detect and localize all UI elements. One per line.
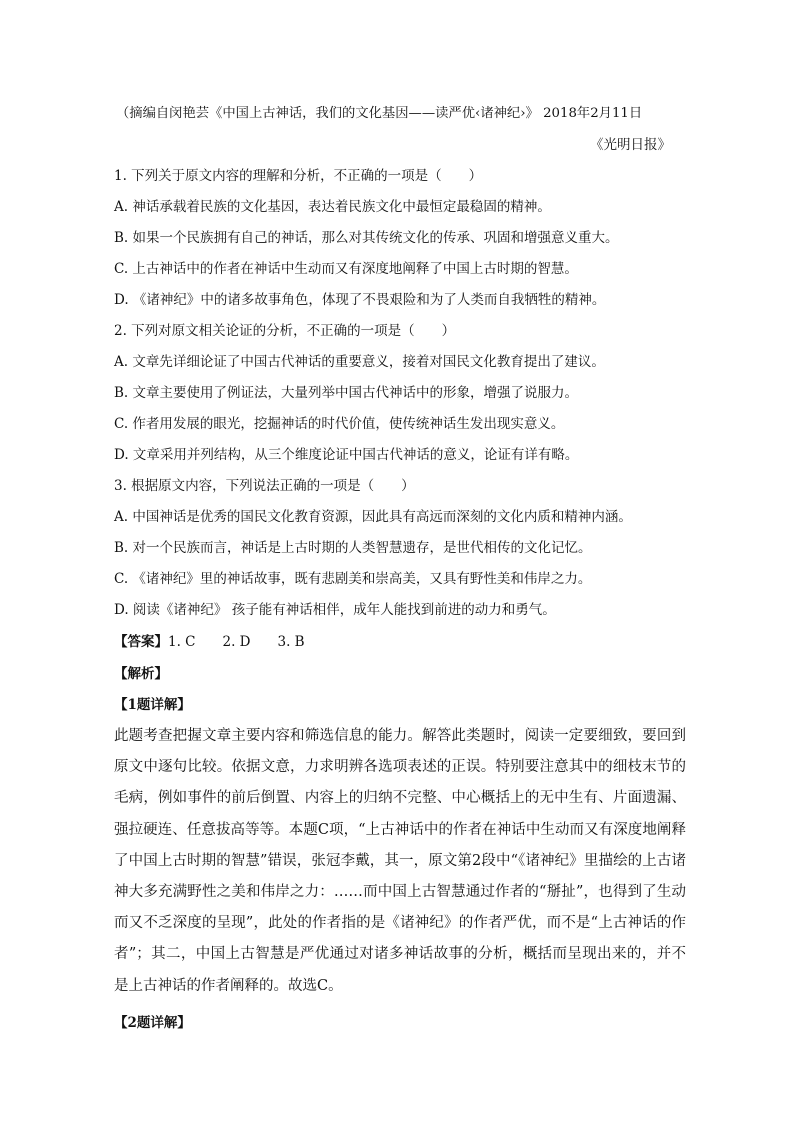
source-citation-line1: （摘编自闵艳芸《中国上古神话，我们的文化基因——读严优‹诸神纪›》 2018年2月11日 bbox=[116, 106, 643, 121]
question-3-option-b: B. 对一个民族而言，神话是上古时期的人类智慧遗存，是世代相传的文化记忆。 bbox=[114, 540, 592, 556]
answer-label: 【答案】 bbox=[114, 634, 168, 650]
source-citation-line2: 《光明日报》 bbox=[590, 137, 671, 153]
detail-1-explanation: 此题考查把握文章主要内容和筛选信息的能力。解答此类题时，阅读一定要细致，要回到原文中逐句比较。依据文意，力求明辨各选项表述的正误。特别要注意其中的细枝末节的毛病，例如事件的前后倒置、内容上的归纳不完整、中心概括上的无中生有、片面遗漏、强拉硬连、任意拔高等等。本题C项，“上古神话中的作者在神话中生动而又有深度地阐释了中国上古时期的智慧”错误，张冠李戴，其一，原文第2段中“《诸神纪》里描绘的上古诸神大多充满野性之美和伟岸之力：……而中国上古智慧通过作者的“掰扯”，也得到了生动而又不乏深度的呈现”，此处的作者指的是《诸神纪》的作者严优，而不是“上古神话的作者”；其二，中国上古智慧是严优通过对诸多神话故事的分析，概括而呈现出来的，并不是上古神话的作者阐释的。故选C。 bbox=[114, 728, 686, 994]
question-2-option-c: C. 作者用发展的眼光，挖掘神话的时代价值，使传统神话生发出现实意义。 bbox=[114, 416, 565, 432]
question-1-stem: 1. 下列关于原文内容的理解和分析，不正确的一项是（ ） bbox=[114, 168, 483, 184]
question-2-option-b: B. 文章主要使用了例证法，大量列举中国古代神话中的形象，增强了说服力。 bbox=[114, 385, 579, 401]
detail-1-label: 【1题详解】 bbox=[114, 697, 191, 713]
question-3-option-c: C. 《诸神纪》里的神话故事，既有悲剧美和崇高美，又具有野性美和伟岸之力。 bbox=[114, 571, 592, 587]
question-1-option-c: C. 上古神话中的作者在神话中生动而又有深度地阐释了中国上古时期的智慧。 bbox=[114, 261, 578, 277]
question-2-option-d: D. 文章采用并列结构，从三个维度论证中国古代神话的意义，论证有详有略。 bbox=[114, 447, 579, 463]
analysis-label: 【解析】 bbox=[114, 666, 168, 682]
question-2-option-a: A. 文章先详细论证了中国古代神话的重要意义，接着对国民文化教育提出了建议。 bbox=[114, 354, 605, 370]
question-1-option-d: D. 《诸神纪》中的诸多故事角色，体现了不畏艰险和为了人类而自我牺牲的精神。 bbox=[114, 292, 606, 308]
question-3-option-d: D. 阅读《诸神纪》 孩子能有神话相伴，成年人能找到前进的动力和勇气。 bbox=[114, 602, 556, 618]
answer-row bbox=[114, 632, 305, 652]
answer-values: 1. C 2. D 3. B bbox=[168, 634, 305, 650]
question-2-stem: 2. 下列对原文相关论证的分析，不正确的一项是（ ） bbox=[114, 323, 456, 339]
question-1-option-b: B. 如果一个民族拥有自己的神话，那么对其传统文化的传承、巩固和增强意义重大。 bbox=[114, 230, 619, 246]
question-3-stem: 3. 根据原文内容，下列说法正确的一项是（ ） bbox=[114, 478, 415, 494]
question-1-option-a: A. 神话承载着民族的文化基因，表达着民族文化中最恒定最稳固的精神。 bbox=[114, 199, 551, 215]
detail-2-label: 【2题详解】 bbox=[114, 1015, 191, 1031]
question-3-option-a: A. 中国神话是优秀的国民文化教育资源，因此具有高远而深刻的文化内质和精神内涵。 bbox=[114, 509, 632, 525]
